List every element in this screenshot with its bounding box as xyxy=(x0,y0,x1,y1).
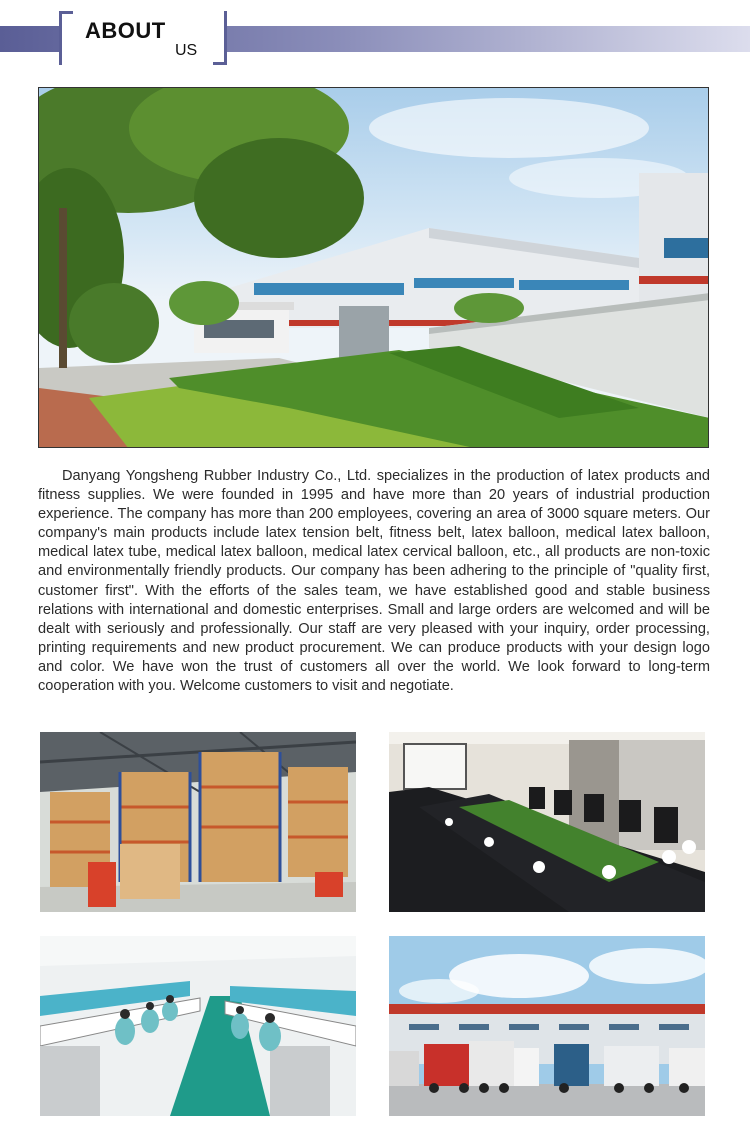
title-box xyxy=(59,11,227,65)
section-title: ABOUT xyxy=(85,18,166,43)
title-corner-right xyxy=(213,11,227,65)
title-corner-left xyxy=(59,11,73,65)
warehouse-photo xyxy=(40,732,356,912)
logistics-trucks-photo xyxy=(389,936,705,1116)
section-header xyxy=(0,0,750,75)
factory-exterior-photo xyxy=(38,87,709,448)
production-line-photo xyxy=(40,936,356,1116)
company-intro-text: Danyang Yongsheng Rubber Industry Co., Ltd. specializes in the production of latex products and fitness supplies. We were founded in 1995 and have more than 20 years of industrial production experience. The company has more than 200 employees, covering an area of 3000 square meters. Our company's main products include latex tension belt, fitness belt, latex balloon, medical latex balloon, medical latex tube, medical latex balloon, medical latex cervical balloon, etc., all products are non-toxic and environmentally friendly products. Our company has been adhering to the principle of "quality first, customer first". With the efforts of the sales team, we have established good and stable business relations with international and domestic enterprises. Small and large orders are welcomed and will be dealt with seriously and professionally. Our staff are very pleased with your inquiry, order processing, printing requirements and new product procurement. We can produce products with your design logo and color. We have won the trust of customers all over the world. We look forward to long-term cooperation with you. Welcome customers to visit and negotiate. xyxy=(38,468,710,695)
meeting-room-photo xyxy=(389,732,705,912)
section-subtitle: US xyxy=(175,42,198,59)
